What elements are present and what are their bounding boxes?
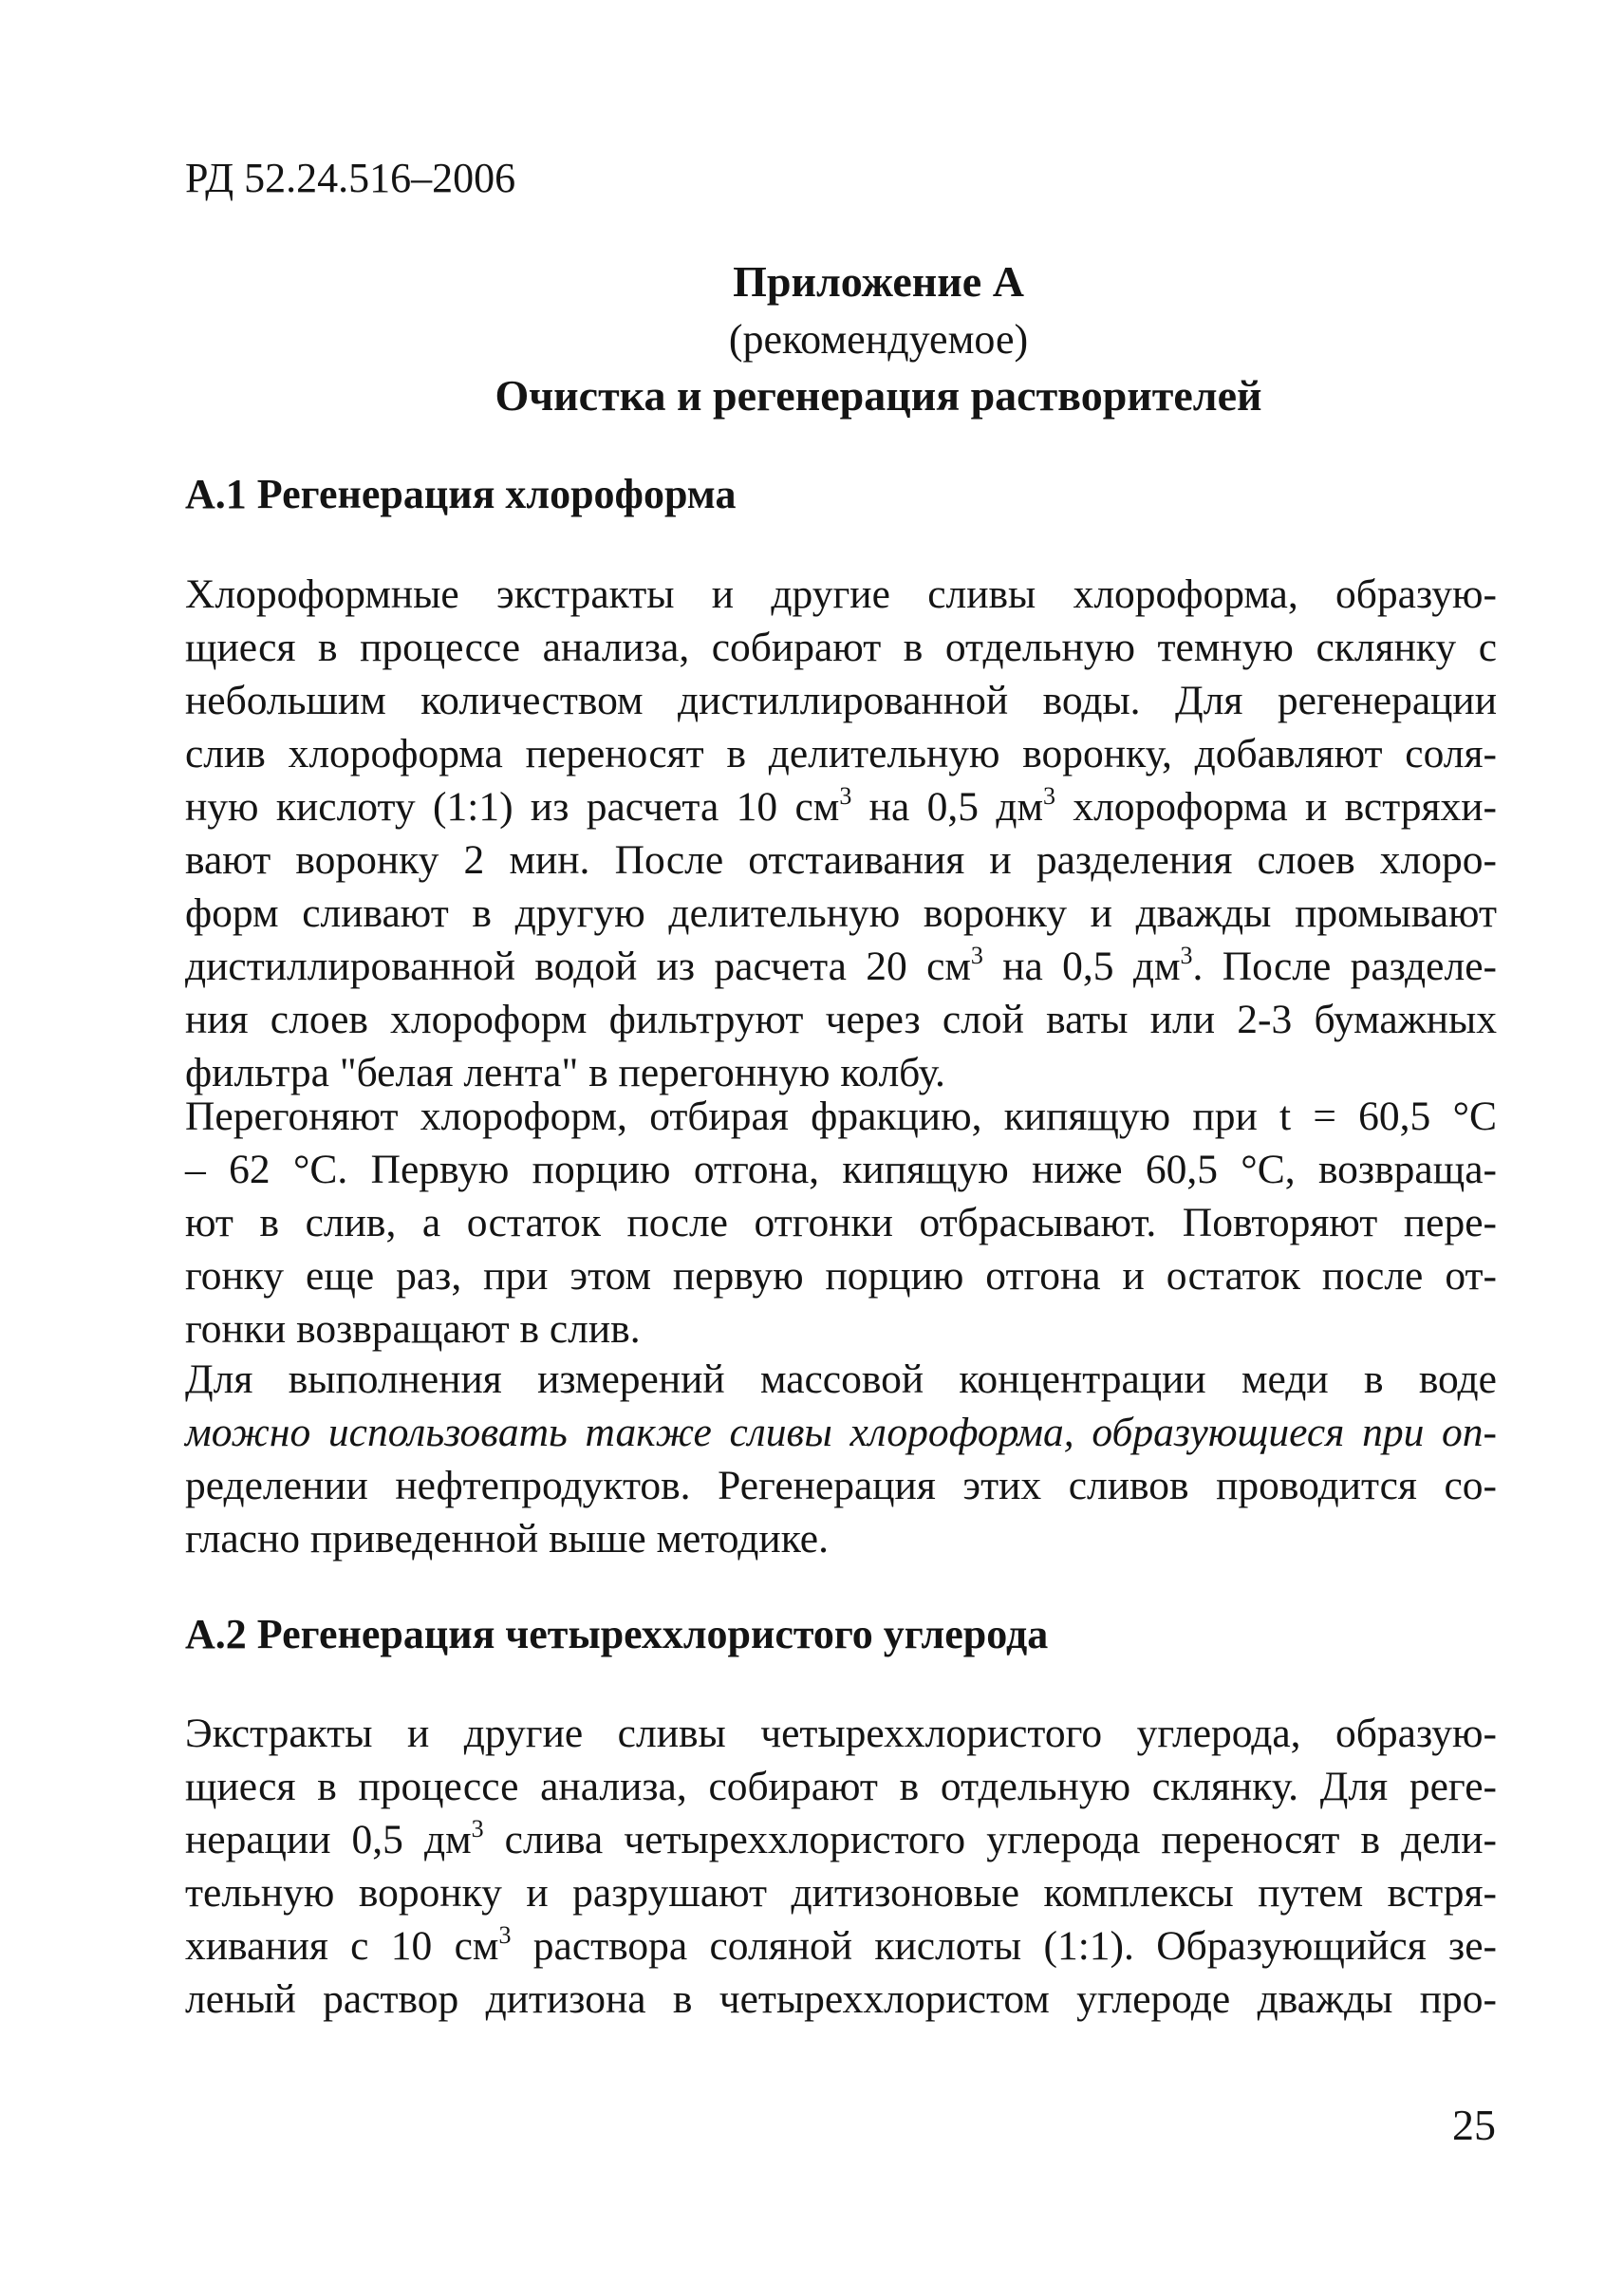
superscript: 3	[471, 1814, 484, 1842]
superscript: 3	[1180, 941, 1193, 969]
paragraph-line: леный раствор дитизона в четыреххлористом углероде дважды про-	[185, 1976, 1497, 2022]
paragraph-line: хивания с 10 $см^3$ раствора соляной кислоты (1:1). Образующийся зе-	[185, 1920, 1497, 1969]
superscript: 3	[498, 1920, 512, 1949]
section-a1-paragraph-3	[185, 1353, 1497, 1565]
section-a1-paragraph-2	[185, 1090, 1497, 1356]
section-a1-paragraph-1	[185, 568, 1497, 1099]
paragraph-line: вают воронку 2 мин. После отстаивания и разделения слоев хлоро-	[185, 837, 1497, 883]
annex-subject: Очистка и регенерация растворителей	[495, 371, 1262, 420]
paragraph-line: ния слоев хлороформ фильтруют через слой ваты или 2-3 бумажных	[185, 997, 1497, 1042]
section-a2-heading: А.2 Регенерация четыреххлористого углерода	[185, 1611, 1049, 1657]
paragraph-line: фильтра "белая лента" в перегонную колбу.	[185, 1050, 945, 1095]
paragraph-line: нерации 0,5 $дм^3$ слива четыреххлористого углерода переносят в дели-	[185, 1814, 1497, 1862]
paragraph-line: ют в слив, а остаток после отгонки отбрасывают. Повторяют пере-	[185, 1200, 1497, 1245]
paragraph-line: форм сливают в другую делительную воронку и дважды промывают	[185, 890, 1497, 936]
page-number: 25	[1452, 2101, 1496, 2149]
paragraph-line: дистиллированной водой из расчета 20 $см^3$ на 0,5 $дм^3$. После разделе-	[185, 941, 1497, 989]
paragraph-line: Перегоняют хлороформ, отбирая фракцию, кипящую при t = 60,5 °С	[185, 1094, 1497, 1139]
paragraph-line: тельную воронку и разрушают дитизоновые комплексы путем встря-	[185, 1870, 1497, 1916]
paragraph-line: Для выполнения измерений массовой концентрации меди в воде	[185, 1356, 1497, 1402]
superscript: 3	[839, 781, 852, 810]
annex-note: (рекомендуемое)	[728, 316, 1029, 363]
superscript: 3	[970, 941, 983, 969]
paragraph-line: гласно приведенной выше методике.	[185, 1516, 829, 1562]
paragraph-line: гонки возвращают в слив.	[185, 1306, 641, 1352]
document-id: РД 52.24.516–2006	[185, 155, 516, 201]
paragraph-line: ределении нефтепродуктов. Регенерация этих сливов проводится со-	[185, 1463, 1497, 1508]
paragraph-line-italic: можно использовать также сливы хлороформа, образующиеся при оп-	[185, 1410, 1497, 1455]
section-a2-paragraph-1	[185, 1707, 1497, 2026]
paragraph-line: небольшим количеством дистиллированной воды. Для регенерации	[185, 678, 1497, 723]
annex-title: Приложение А	[733, 257, 1024, 306]
paragraph-line: – 62 °С. Первую порцию отгона, кипящую ниже 60,5 °С, возвраща-	[185, 1147, 1497, 1192]
paragraph-line: гонку еще раз, при этом первую порцию отгона и остаток после от-	[185, 1253, 1497, 1299]
paragraph-line: Экстракты и другие сливы четыреххлористого углерода, образую-	[185, 1711, 1497, 1756]
paragraph-line: щиеся в процессе анализа, собирают в отдельную темную склянку с	[185, 625, 1497, 670]
paragraph-line: щиеся в процессе анализа, собирают в отдельную склянку. Для реге-	[185, 1764, 1497, 1809]
paragraph-line: ную кислоту (1:1) из расчета 10 $см^3$ на 0,5 $дм^3$ хлороформа и встряхи-	[185, 781, 1498, 830]
paragraph-line: Хлороформные экстракты и другие сливы хлороформа, образую-	[185, 571, 1497, 617]
paragraph-line: слив хлороформа переносят в делительную воронку, добавляют соля-	[185, 731, 1497, 776]
superscript: 3	[1043, 781, 1055, 810]
section-a1-heading: А.1 Регенерация хлороформа	[185, 471, 737, 517]
